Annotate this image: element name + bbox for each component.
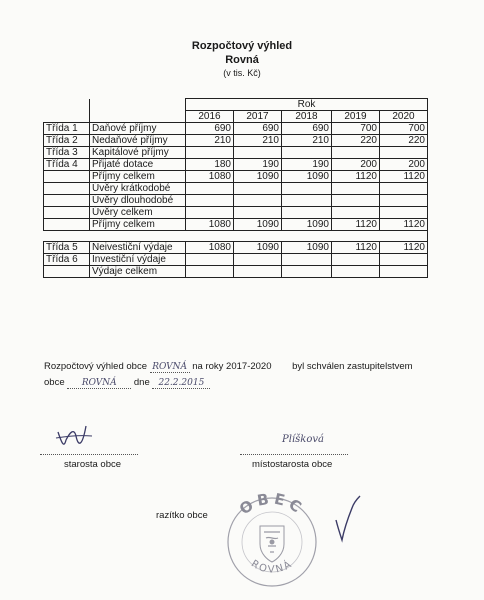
deputy-label: místostarosta obce [252, 459, 333, 470]
label-cell: Úvěry krátkodobé [90, 183, 186, 195]
value-cell: 1090 [234, 242, 282, 254]
spacer-cell [282, 231, 332, 242]
municipal-stamp [216, 490, 328, 590]
value-cell: 190 [234, 159, 282, 171]
table-row [44, 219, 428, 231]
class-cell [44, 171, 90, 183]
value-cell: 210 [186, 135, 234, 147]
value-cell: 690 [282, 123, 332, 135]
table-row [44, 159, 428, 171]
class-cell: Třída 3 [44, 147, 90, 159]
value-cell [282, 195, 332, 207]
value-cell [234, 147, 282, 159]
stamp-signature [330, 494, 364, 544]
class-cell [44, 219, 90, 231]
value-cell [282, 266, 332, 278]
spacer-cell [90, 231, 186, 242]
class-cell [44, 195, 90, 207]
class-cell: Třída 2 [44, 135, 90, 147]
label-cell: Výdaje celkem [90, 266, 186, 278]
value-cell: 1080 [186, 171, 234, 183]
value-cell [380, 207, 428, 219]
value-cell: 220 [380, 135, 428, 147]
value-cell [234, 195, 282, 207]
value-cell: 190 [282, 159, 332, 171]
table-row [44, 147, 428, 159]
value-cell: 690 [234, 123, 282, 135]
table-row [44, 266, 428, 278]
value-cell [186, 266, 234, 278]
class-cell [44, 183, 90, 195]
approval-text-a: Rozpočtový výhled obce [44, 361, 147, 372]
class-cell [44, 207, 90, 219]
value-cell [332, 207, 380, 219]
value-cell [282, 183, 332, 195]
document-title: Rozpočtový výhled [191, 40, 293, 52]
value-cell [186, 207, 234, 219]
value-cell [234, 207, 282, 219]
stamp-label: razítko obce [156, 510, 208, 521]
value-cell [282, 207, 332, 219]
label-cell: Příjmy celkem [90, 171, 186, 183]
label-cell: Úvěry dlouhodobé [90, 195, 186, 207]
label-cell: Nedaňové příjmy [90, 135, 186, 147]
value-cell: 1090 [282, 242, 332, 254]
handwritten-obec-2: ROVNÁ [67, 377, 131, 389]
year-cell: 2016 [186, 111, 234, 123]
municipality-name: Rovná [225, 54, 259, 66]
value-cell [380, 254, 428, 266]
stamp-bottom-text: ROVNÁ [249, 558, 295, 576]
coat-of-arms-icon [260, 526, 284, 562]
spacer-cell [332, 231, 380, 242]
value-cell: 210 [234, 135, 282, 147]
value-cell [282, 147, 332, 159]
year-cell: 2020 [380, 111, 428, 123]
spacer-cell [44, 231, 90, 242]
value-cell: 200 [332, 159, 380, 171]
mayor-signature [52, 422, 112, 456]
spacer-cell [234, 231, 282, 242]
deputy-signature: Plíšková [282, 434, 324, 445]
label-cell: Přijaté dotace [90, 159, 186, 171]
value-cell: 700 [332, 123, 380, 135]
budget-table [43, 98, 428, 278]
value-cell: 1120 [332, 242, 380, 254]
mayor-signature-line [40, 454, 138, 455]
blank-cell [44, 111, 90, 123]
value-cell [234, 183, 282, 195]
class-cell: Třída 4 [44, 159, 90, 171]
value-cell [332, 254, 380, 266]
value-cell: 690 [186, 123, 234, 135]
value-cell: 1090 [234, 219, 282, 231]
value-cell [186, 147, 234, 159]
value-cell: 1120 [332, 219, 380, 231]
label-cell: Investiční výdaje [90, 254, 186, 266]
table-row [44, 195, 428, 207]
class-cell: Třída 5 [44, 242, 90, 254]
budget-rows-revenue [44, 123, 428, 231]
label-cell: Daňové příjmy [90, 123, 186, 135]
spacer-cell [186, 231, 234, 242]
value-cell [380, 183, 428, 195]
value-cell [234, 266, 282, 278]
approval-line-1 [44, 361, 413, 373]
value-cell [186, 254, 234, 266]
value-cell [332, 195, 380, 207]
value-cell: 210 [282, 135, 332, 147]
table-row [44, 183, 428, 195]
value-cell [332, 183, 380, 195]
value-cell: 200 [380, 159, 428, 171]
table-row [44, 135, 428, 147]
table-row [44, 254, 428, 266]
class-cell: Třída 6 [44, 254, 90, 266]
value-cell: 1090 [234, 171, 282, 183]
blank-cell [44, 99, 90, 111]
value-cell [380, 266, 428, 278]
value-cell [186, 195, 234, 207]
value-cell: 220 [332, 135, 380, 147]
approval-obce: obce [44, 377, 65, 388]
value-cell: 1080 [186, 219, 234, 231]
approval-dne: dne [133, 377, 150, 388]
value-cell: 1120 [380, 242, 428, 254]
year-header: Rok [186, 99, 428, 111]
table-row [44, 171, 428, 183]
approval-line-2 [44, 377, 210, 389]
handwritten-date: 22.2.2015 [152, 377, 210, 389]
value-cell [282, 254, 332, 266]
value-cell [234, 254, 282, 266]
year-cell: 2018 [282, 111, 332, 123]
label-cell: Kapitálové příjmy [90, 147, 186, 159]
value-cell [380, 147, 428, 159]
table-row [44, 242, 428, 254]
blank-cell [90, 99, 186, 111]
approval-text-c: byl schválen zastupitelstvem [292, 361, 413, 372]
unit-note: (v tis. Kč) [223, 68, 261, 78]
value-cell [186, 183, 234, 195]
blank-cell [90, 111, 186, 123]
handwritten-obec: ROVNÁ [150, 361, 190, 373]
class-cell: Třída 1 [44, 123, 90, 135]
stamp-top-text: OBEC [236, 490, 309, 519]
value-cell: 1090 [282, 219, 332, 231]
value-cell: 1120 [380, 171, 428, 183]
label-cell: Příjmy celkem [90, 219, 186, 231]
value-cell: 1120 [380, 219, 428, 231]
label-cell: Neivestiční výdaje [90, 242, 186, 254]
label-cell: Úvěry celkem [90, 207, 186, 219]
budget-rows-expenditure [44, 242, 428, 278]
value-cell: 1080 [186, 242, 234, 254]
mayor-label: starosta obce [64, 459, 122, 470]
value-cell: 1090 [282, 171, 332, 183]
class-cell [44, 266, 90, 278]
value-cell [380, 195, 428, 207]
deputy-signature-line [240, 454, 348, 455]
table-row [44, 123, 428, 135]
value-cell: 700 [380, 123, 428, 135]
year-cell: 2017 [234, 111, 282, 123]
value-cell: 180 [186, 159, 234, 171]
spacer-cell [380, 231, 428, 242]
approval-text-b: na roky 2017-2020 [192, 361, 272, 372]
year-cell: 2019 [332, 111, 380, 123]
value-cell: 1120 [332, 171, 380, 183]
value-cell [332, 147, 380, 159]
table-row [44, 207, 428, 219]
value-cell [332, 266, 380, 278]
